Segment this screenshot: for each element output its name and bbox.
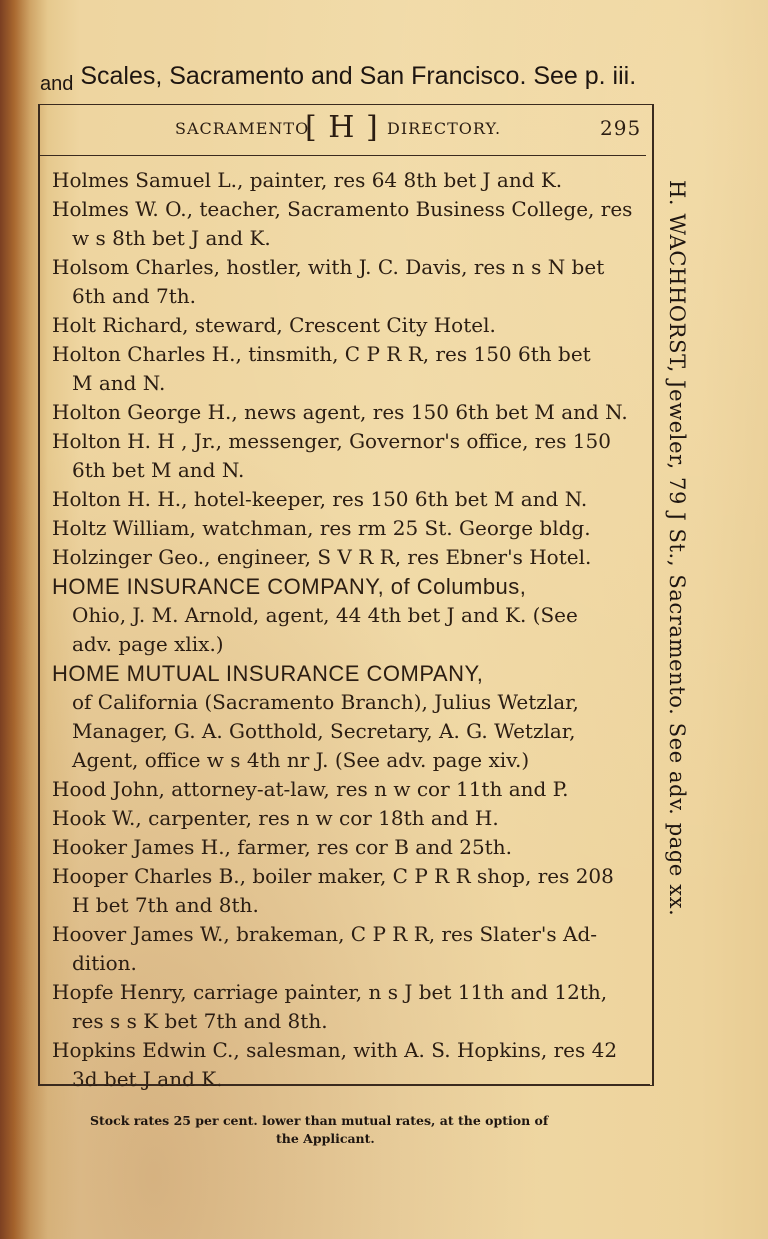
footer-rule [40, 1084, 650, 1085]
entry-line-first: Hopfe Henry, carriage painter, n s J bet 11th and 12th, [52, 980, 608, 1004]
entry-line-continued: M and N. [72, 371, 166, 395]
directory-entry [52, 804, 636, 833]
directory-entry [52, 253, 636, 311]
directory-entry [52, 543, 636, 572]
entry-line-continued: Agent, office w s 4th nr J. (See adv. page xiv.) [72, 748, 530, 772]
header-letter: [ H ] [305, 110, 379, 145]
entry-line-first: Hooker James H., farmer, res cor B and 25th. [52, 835, 512, 859]
entry-line-first: Holmes Samuel L., painter, res 64 8th bet J and K. [52, 168, 563, 192]
header-city: SACRAMENTO [175, 119, 310, 138]
entry-line-continued: Manager, G. A. Gotthold, Secretary, A. G. Wetzlar, [72, 719, 576, 743]
directory-entry [52, 398, 636, 427]
entry-line-first: Hooper Charles B., boiler maker, C P R R shop, res 208 [52, 864, 614, 888]
directory-entry [52, 659, 636, 775]
entry-line-first: Holton George H., news agent, res 150 6th bet M and N. [52, 400, 628, 424]
entry-line-first: Hook W., carpenter, res n w cor 18th and H. [52, 806, 499, 830]
entry-line-first: Holzinger Geo., engineer, S V R R, res Ebner's Hotel. [52, 545, 592, 569]
side-advertisement: H. WACHHORST, Jeweler, 79 J St., Sacramento. See adv. page xx. [665, 180, 689, 917]
entry-line-first: HOME MUTUAL INSURANCE COMPANY, [52, 661, 484, 686]
header-rule [40, 155, 646, 156]
directory-entry [52, 862, 636, 920]
directory-entry [52, 166, 636, 195]
entry-line-first: Holsom Charles, hostler, with J. C. Davis, res n s N bet [52, 255, 605, 279]
directory-entry [52, 195, 636, 253]
entry-line-first: Holton Charles H., tinsmith, C P R R, res 150 6th bet [52, 342, 591, 366]
footer-line-1: Stock rates 25 per cent. lower than mutual rates, at the option of [90, 1113, 549, 1128]
entry-line-first: HOME INSURANCE COMPANY, of Columbus, [52, 574, 527, 599]
entry-line-continued: dition. [72, 951, 137, 975]
directory-entry [52, 1036, 636, 1094]
entry-line-first: Hopkins Edwin C., salesman, with A. S. Hopkins, res 42 [52, 1038, 618, 1062]
directory-entry [52, 427, 636, 485]
entry-line-first: Holton H. H , Jr., messenger, Governor's office, res 150 [52, 429, 611, 453]
page-number: 295 [600, 116, 642, 140]
directory-entry [52, 775, 636, 804]
entry-line-first: Holton H. H., hotel-keeper, res 150 6th bet M and N. [52, 487, 588, 511]
footer-line-2: the Applicant. [276, 1131, 375, 1146]
entry-line-continued: Ohio, J. M. Arnold, agent, 44 4th bet J and K. (See [72, 603, 578, 627]
directory-entry [52, 340, 636, 398]
directory-entry [52, 311, 636, 340]
directory-entry [52, 833, 636, 862]
directory-entry [52, 572, 636, 659]
entry-line-continued: adv. page xlix.) [72, 632, 224, 656]
entry-line-continued: 6th bet M and N. [72, 458, 245, 482]
entry-line-first: Holtz William, watchman, res rm 25 St. George bldg. [52, 516, 591, 540]
entry-line-continued: H bet 7th and 8th. [72, 893, 259, 917]
entry-line-first: Hoover James W., brakeman, C P R R, res Slater's Ad- [52, 922, 598, 946]
directory-entries [52, 166, 636, 1094]
entry-line-first: Hood John, attorney-at-law, res n w cor 11th and P. [52, 777, 569, 801]
directory-entry [52, 978, 636, 1036]
top-ad-lead: and [40, 73, 74, 95]
entry-line-continued: w s 8th bet J and K. [72, 226, 271, 250]
entry-line-first: Holt Richard, steward, Crescent City Hotel. [52, 313, 496, 337]
top-advertisement [40, 62, 680, 102]
running-header [40, 112, 646, 152]
entry-line-first: Holmes W. O., teacher, Sacramento Business College, res [52, 197, 633, 221]
top-ad-text: Scales, Sacramento and San Francisco. See p. iii. [80, 62, 637, 90]
entry-line-continued: 3d bet J and K. [72, 1067, 223, 1091]
directory-entry [52, 514, 636, 543]
directory-entry [52, 485, 636, 514]
footer-note [90, 1112, 630, 1148]
entry-line-continued: res s s K bet 7th and 8th. [72, 1009, 328, 1033]
header-directory: DIRECTORY. [387, 119, 502, 138]
entry-line-continued: of California (Sacramento Branch), Julius Wetzlar, [72, 690, 579, 714]
entry-line-continued: 6th and 7th. [72, 284, 196, 308]
directory-entry [52, 920, 636, 978]
